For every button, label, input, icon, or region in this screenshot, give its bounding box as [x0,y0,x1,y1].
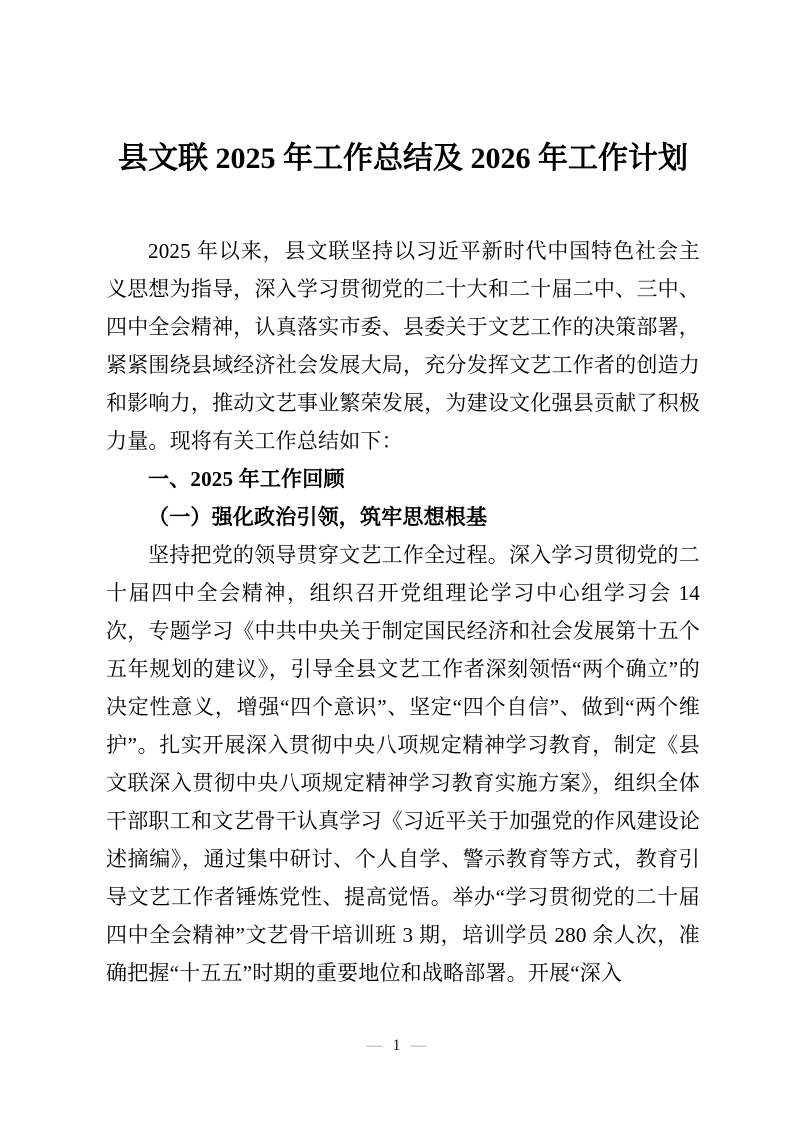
section-heading: 一、2025 年工作回顾 [148,467,345,491]
document-title: 县文联 2025 年工作总结及 2026 年工作计划 [118,142,688,175]
footer-left-dash: — [366,1037,383,1054]
document-body [106,232,700,992]
section-heading: （一）强化政治引领，筑牢思想根基 [148,505,488,529]
page-footer [0,1036,793,1056]
body-paragraph: 2025 年以来，县文联坚持以习近平新时代中国特色社会主义思想为指导，深入学习贯彻党的二十大和二十届二中、三中、四中全会精神，认真落实市委、县委关于文艺工作的决策部署，紧紧围绕县域经济社会发展大局，充分发挥文艺工作者的创造力和影响力，推动文艺事业繁荣发展，为建设文化强县贡献了积极力量。现将有关工作总结如下： [106,239,700,453]
document-content [106,138,700,992]
footer-page-number: 1 [392,1037,401,1054]
body-paragraph: 坚持把党的领导贯穿文艺工作全过程。深入学习贯彻党的二十届四中全会精神，组织召开党组理论学习中心组学习会 14 次，专题学习《中共中央关于制定国民经济和社会发展第十五个五年规划的建议》，引导全县文艺工作者深刻领悟“两个确立”的决定性意义，增强“四个意识”、坚定“四个自信”、做到“两个维护”。扎实开展深入贯彻中央八项规定精神学习教育，制定《县文联深入贯彻中央八项规定精神学习教育实施方案》，组织全体干部职工和文艺骨干认真学习《习近平关于加强党的作风建设论述摘编》，通过集中研讨、个人自学、警示教育等方式，教育引导文艺工作者锤炼党性、提高觉悟。举办“学习贯彻党的二十届四中全会精神”文艺骨干培训班 3 期，培训学员 280 余人次，准确把握“十五五”时期的重要地位和战略部署。开展“深入 [106,543,700,985]
footer-right-dash: — [410,1037,427,1054]
